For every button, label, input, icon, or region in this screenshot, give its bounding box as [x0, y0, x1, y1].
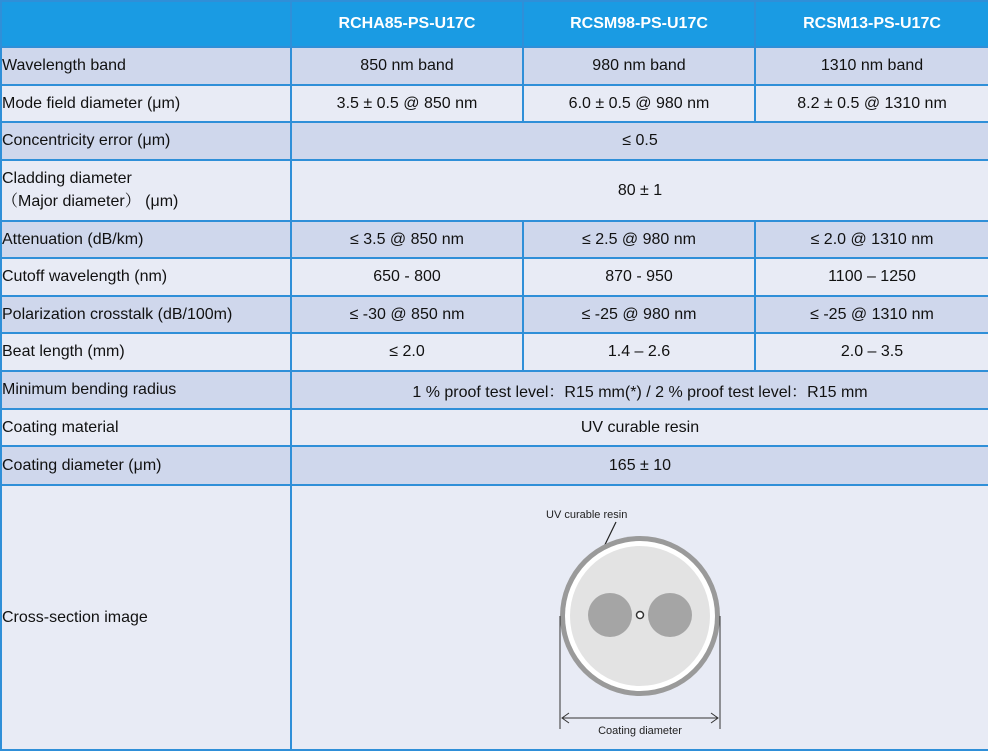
cell-value: 165 ± 10	[291, 446, 988, 485]
table-row	[1, 296, 988, 333]
row-label-line1: Cladding diameter	[2, 170, 132, 187]
table-row	[1, 446, 988, 485]
cell-value: ≤ 2.5 @ 980 nm	[523, 221, 755, 258]
diameter-label: Coating diameter	[598, 724, 682, 737]
cross-section-diagram	[292, 488, 988, 748]
cell-value: ≤ 0.5	[291, 122, 988, 160]
column-header-rcha85: RCHA85-PS-U17C	[291, 1, 523, 47]
table-row	[1, 371, 988, 409]
row-label-line2: （Major diameter） (μm)	[2, 193, 179, 210]
cell-value: 650 - 800	[291, 258, 523, 296]
cell-value: 3.5 ± 0.5 @ 850 nm	[291, 85, 523, 122]
cell-value: 6.0 ± 0.5 @ 980 nm	[523, 85, 755, 122]
stress-rod-left	[588, 593, 632, 637]
row-label: Concentricity error (μm)	[1, 122, 291, 160]
cell-value: 1.4 – 2.6	[523, 333, 755, 371]
table-row	[1, 221, 988, 258]
cross-section-cell	[291, 485, 988, 750]
table-row	[1, 333, 988, 371]
cell-value: ≤ -30 @ 850 nm	[291, 296, 523, 333]
fiber-core	[637, 611, 644, 618]
table-row	[1, 485, 988, 750]
row-label: Cutoff wavelength (nm)	[1, 258, 291, 296]
table-row	[1, 47, 988, 85]
row-label: Mode field diameter (μm)	[1, 85, 291, 122]
column-header-rcsm98: RCSM98-PS-U17C	[523, 1, 755, 47]
cell-value: 870 - 950	[523, 258, 755, 296]
cell-value: ≤ 2.0 @ 1310 nm	[755, 221, 988, 258]
row-label: Wavelength band	[1, 47, 291, 85]
table-row	[1, 122, 988, 160]
row-label: Attenuation (dB/km)	[1, 221, 291, 258]
cell-value: 1310 nm band	[755, 47, 988, 85]
cell-value: UV curable resin	[291, 409, 988, 446]
cell-value: ≤ -25 @ 1310 nm	[755, 296, 988, 333]
resin-label: UV curable resin	[546, 508, 628, 521]
row-label: Cross-section image	[1, 485, 291, 750]
table-row	[1, 258, 988, 296]
cell-value: 8.2 ± 0.5 @ 1310 nm	[755, 85, 988, 122]
cell-value: ≤ 2.0	[291, 333, 523, 371]
cell-value: 850 nm band	[291, 47, 523, 85]
cell-value: 980 nm band	[523, 47, 755, 85]
cell-value: ≤ -25 @ 980 nm	[523, 296, 755, 333]
row-label: Coating diameter (μm)	[1, 446, 291, 485]
cell-value: 1 % proof test level：R15 mm(*) / 2 % proof test level：R15 mm	[291, 371, 988, 409]
table-row	[1, 160, 988, 221]
header-row	[1, 1, 988, 47]
table-row	[1, 85, 988, 122]
row-label: Minimum bending radius	[1, 371, 291, 409]
cell-value: 1100 – 1250	[755, 258, 988, 296]
stress-rod-right	[648, 593, 692, 637]
row-label	[1, 160, 291, 221]
cell-value: 80 ± 1	[291, 160, 988, 221]
cell-value: 2.0 – 3.5	[755, 333, 988, 371]
row-label: Polarization crosstalk (dB/100m)	[1, 296, 291, 333]
table-row	[1, 409, 988, 446]
row-label: Beat length (mm)	[1, 333, 291, 371]
column-header-rcsm13: RCSM13-PS-U17C	[755, 1, 988, 47]
header-corner	[1, 1, 291, 47]
cell-value: ≤ 3.5 @ 850 nm	[291, 221, 523, 258]
row-label: Coating material	[1, 409, 291, 446]
